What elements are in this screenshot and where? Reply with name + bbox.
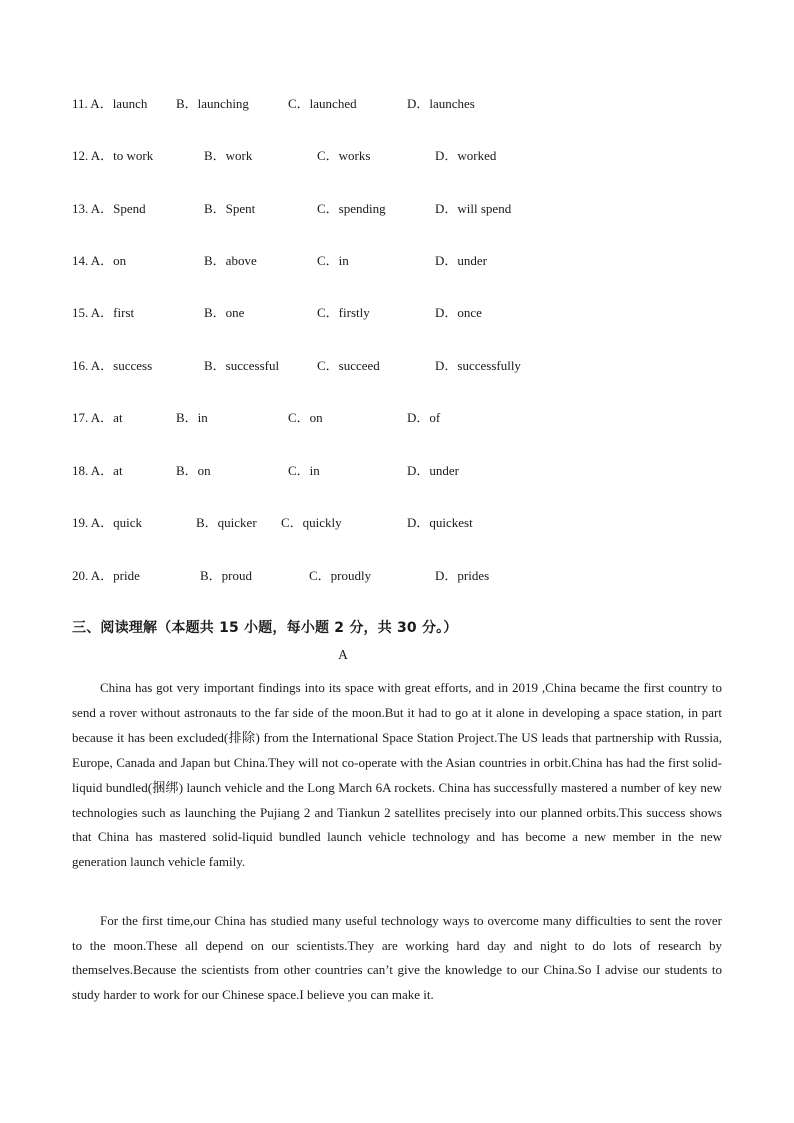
question-11 [72, 95, 475, 113]
option-b: B．Spent [204, 201, 256, 216]
passage-paragraph-2: For the first time,our China has studied many useful technology ways to overcome many difficulties to sent the rover to the moon.These all depend on our scientists.They are working hard day and night to do lots of research by themselves.Because the scientists from other countries can’t give the knowledge to our China.So I advise our students to study harder to work for our Chinese space.I believe you can make it. [72, 913, 722, 1002]
question-20 [72, 567, 490, 585]
option-b: B．above [204, 253, 257, 268]
option-a: 12. A．to work [72, 148, 154, 163]
section-title: 三、阅读理解（本题共 15 小题，每小题 2 分，共 30 分。） [72, 620, 458, 636]
option-b: B．one [204, 305, 245, 320]
option-a: 14. A．on [72, 253, 127, 268]
option-d: D．once [435, 305, 482, 320]
option-b: B．quicker [196, 515, 257, 530]
option-c: C．in [288, 463, 320, 478]
option-b: B．launching [176, 96, 249, 111]
option-d: D．worked [435, 148, 497, 163]
passage-paragraph-1: China has got very important findings into its space with great efforts, and in 2019 ,China became the first country to send a rover without astronauts to the far side of the moon.But it had to go at it alone in developing a space station, in part because it has been excluded(排除) from the International Space Station Project.The US leads that partnership with Russia, Europe, Canada and Japan but China.They will not co-operate with the Asian countries in orbit.China has had the first solid-liquid bundled(捆绑) launch vehicle and the Long March 6A rockets. China has successfully mastered a number of key new technologies such as launching the Pujiang 2 and Tiankun 2 satellites precisely into our planned orbits.This success shows that China has mastered solid-liquid bundled launch vehicle technology and has become a new member in the new generation launch vehicle family. [72, 680, 722, 870]
option-c: C．quickly [281, 515, 342, 530]
question-14 [72, 252, 487, 270]
question-12 [72, 147, 497, 165]
question-18 [72, 462, 459, 480]
option-b: B．proud [200, 568, 253, 583]
option-c: C．proudly [309, 568, 372, 583]
question-17 [72, 409, 441, 427]
option-a: 15. A．first [72, 305, 135, 320]
option-c: C．spending [317, 201, 386, 216]
option-a: 20. A．pride [72, 568, 140, 583]
question-13 [72, 200, 512, 218]
option-a: 11. A．launch [72, 96, 148, 111]
option-c: C．launched [288, 96, 357, 111]
option-d: D．launches [407, 96, 475, 111]
option-a: 18. A．at [72, 463, 123, 478]
option-a: 17. A．at [72, 410, 123, 425]
option-b: B．work [204, 148, 253, 163]
option-a: 19. A．quick [72, 515, 143, 530]
option-d: D．prides [435, 568, 490, 583]
option-c: C．on [288, 410, 323, 425]
option-c: C．firstly [317, 305, 370, 320]
option-d: D．will spend [435, 201, 512, 216]
passage-label: A [338, 647, 348, 662]
question-16 [72, 357, 521, 375]
option-b: B．successful [204, 358, 280, 373]
option-b: B．in [176, 410, 208, 425]
option-c: C．in [317, 253, 349, 268]
option-c: C．works [317, 148, 371, 163]
option-d: D．of [407, 410, 441, 425]
option-a: 16. A．success [72, 358, 153, 373]
option-d: D．successfully [435, 358, 521, 373]
question-15 [72, 304, 482, 322]
option-d: D．under [407, 463, 459, 478]
option-d: D．under [435, 253, 487, 268]
option-a: 13. A．Spend [72, 201, 146, 216]
option-b: B．on [176, 463, 211, 478]
option-c: C．succeed [317, 358, 380, 373]
option-d: D．quickest [407, 515, 473, 530]
question-19 [72, 514, 473, 532]
